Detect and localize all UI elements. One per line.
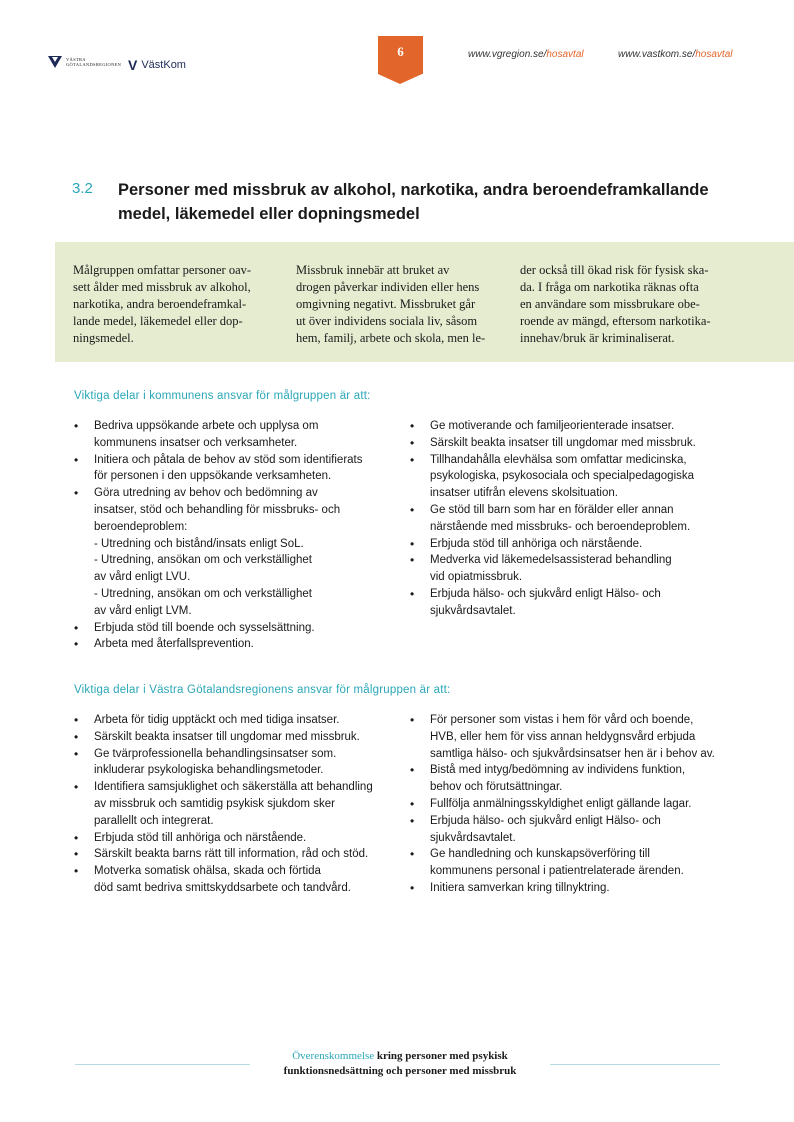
list-item: • Arbeta för tidig upptäckt och med tidiga insatser. (74, 712, 409, 729)
url-vastkom-prefix: www.vastkom.se/ (618, 49, 696, 60)
kommun-right-list (410, 418, 755, 620)
region-right-list (410, 712, 760, 897)
list-item: • Bistå med intyg/bedömning av individens funktion, behov och förutsättningar. (410, 762, 760, 796)
list-item: • Ge tvärprofessionella behandlingsinsatser som. inkluderar psykologiska behandlingsmetoder. (74, 746, 409, 780)
kommun-heading: Viktiga delar i kommunens ansvar för målgruppen är att: (74, 390, 371, 402)
intro-column-2: Missbruk innebär att bruket av drogen påverkar individen eller hens omgivning negativt. Missbruket går ut över individens sociala liv, såsom hem, familj, arbete och skola, men le- (296, 263, 486, 345)
kommun-left-list (74, 418, 404, 653)
vastkom-logo (128, 57, 186, 73)
vgr-logo (48, 56, 121, 68)
footer-accent: Överenskommelse (292, 1050, 375, 1062)
list-item: • För personer som vistas i hem för vård och boende, HVB, eller hem för viss annan heldygnsvård erbjuda samtliga hälso- och sjukvårdsinsatser hen är i behov av. (410, 712, 760, 762)
footer-line1: kring personer med psykisk (374, 1050, 508, 1062)
intro-column-3: der också till ökad risk för fysisk ska- da. I fråga om narkotika räknas ofta en användare som missbrukare obe- roende av mängd, eftersom narkotika- innehav/bruk är kriminaliserat. (520, 263, 711, 345)
list-item: • Ge stöd till barn som har en förälder eller annan närstående med missbruks- och beroendeproblem. (410, 502, 755, 536)
list-item: • Erbjuda stöd till boende och sysselsättning. (74, 620, 404, 637)
url-vgregion-suffix: hosavtal (546, 49, 584, 60)
list-item: • Initiera och påtala de behov av stöd som identifierats för personen i den uppsökande verksamheten. (74, 452, 404, 486)
intro-column-1: Målgruppen omfattar personer oav- sett ålder med missbruk av alkohol, narkotika, andra beroendeframkal- lande medel, läkemedel eller dop- ningsmedel. (73, 263, 252, 345)
page-number: 6 (397, 44, 404, 59)
list-item: • Erbjuda hälso- och sjukvård enligt Hälso- och sjukvårdsavtalet. (410, 586, 755, 620)
list-item: • Ge motiverande och familjeorienterade insatser. (410, 418, 755, 435)
list-item: • Tillhandahålla elevhälsa som omfattar medicinska, psykologiska, psykosociala och specialpedagogiska insatser utifrån elevens skolsituation. (410, 452, 755, 502)
list-item: • Ge handledning och kunskapsöverföring till kommunens personal i patientrelaterade ärenden. (410, 846, 760, 880)
url-vgregion-prefix: www.vgregion.se/ (468, 49, 547, 60)
vastkom-logo-icon: V (128, 57, 138, 73)
list-item: • Särskilt beakta barns rätt till information, råd och stöd. (74, 846, 409, 863)
list-item: • Bedriva uppsökande arbete och upplysa om kommunens insatser och verksamheter. (74, 418, 404, 452)
list-item: • Medverka vid läkemedelsassisterad behandling vid opiatmissbruk. (410, 552, 755, 586)
list-item: • Initiera samverkan kring tillnyktring. (410, 880, 760, 897)
section-number: 3.2 (72, 180, 93, 197)
footer-rule-left (75, 1064, 250, 1065)
list-item: • Erbjuda stöd till anhöriga och närstående. (410, 536, 755, 553)
url-vgregion[interactable] (468, 49, 584, 60)
footer-line2: funktionsnedsättning och personer med missbruk (283, 1065, 517, 1077)
list-item: • Göra utredning av behov och bedömning av insatser, stöd och behandling för missbruks- och beroendeproblem: (74, 485, 404, 535)
list-item: • Erbjuda stöd till anhöriga och närstående. (74, 830, 409, 847)
footer-rule-right (550, 1064, 720, 1065)
sub-list-item: - Utredning och bistånd/insats enligt SoL. (94, 537, 304, 550)
list-item: • Erbjuda hälso- och sjukvård enligt Hälso- och sjukvårdsavtalet. (410, 813, 760, 847)
sub-list-item: - Utredning, ansökan om och verkställighet av vård enligt LVU. (94, 554, 312, 584)
section-title: Personer med missbruk av alkohol, narkotika, andra beroendeframkallande medel, läkemedel eller dopningsmedel (118, 181, 709, 223)
url-vastkom-suffix: hosavtal (695, 49, 733, 60)
region-left-list (74, 712, 409, 897)
vgr-logo-text: VÄSTRA GÖTALANDSREGIONEN (66, 57, 122, 67)
vastkom-logo-text: VästKom (141, 59, 186, 71)
list-item: • Identifiera samsjuklighet och säkerställa att behandling av missbruk och samtidig psykisk sjukdom sker parallellt och integrerat. (74, 779, 409, 829)
list-item: • Särskilt beakta insatser till ungdomar med missbruk. (410, 435, 755, 452)
sub-list-item: - Utredning, ansökan om och verkställighet av vård enligt LVM. (94, 587, 312, 617)
url-vastkom[interactable] (618, 49, 733, 60)
list-item: • Arbeta med återfallsprevention. (74, 636, 404, 653)
list-item: • Motverka somatisk ohälsa, skada och förtida död samt bedriva smittskyddsarbete och tandvård. (74, 863, 409, 897)
list-item: • Fullfölja anmälningsskyldighet enligt gällande lagar. (410, 796, 760, 813)
footer-title (250, 1049, 550, 1079)
list-item: • Särskilt beakta insatser till ungdomar med missbruk. (74, 729, 409, 746)
region-heading: Viktiga delar i Västra Götalandsregionens ansvar för målgruppen är att: (74, 684, 451, 696)
vgr-logo-icon (48, 56, 62, 68)
